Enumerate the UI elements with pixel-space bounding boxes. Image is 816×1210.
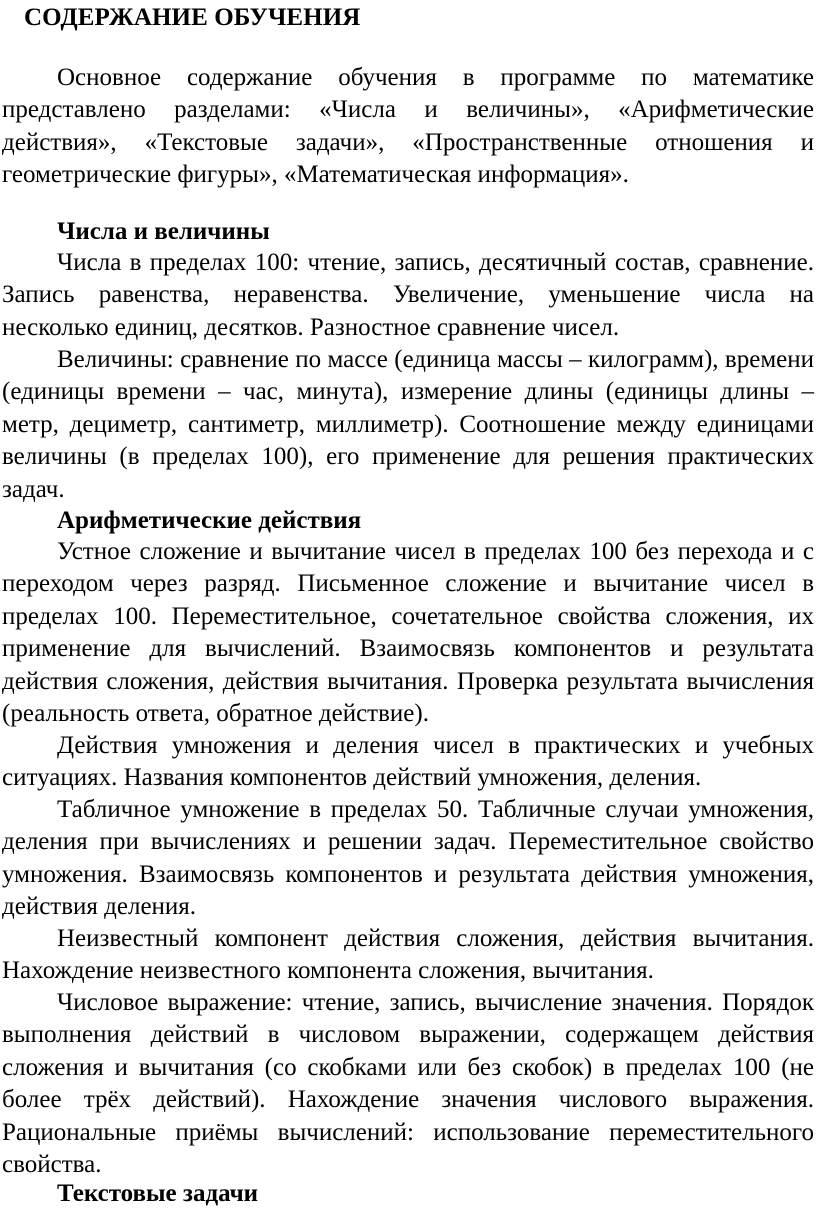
section-heading-word-problems: Текстовые задачи (57, 1180, 259, 1207)
section-heading-numbers: Числа и величины (57, 218, 270, 245)
paragraph-arithmetic-3: Табличное умножение в пределах 50. Табличные случаи умножения, деления при вычислениях и решении задач. Переместительное свойство умножения. Взаимосвязь компонентов и результата действия умножения, действия деления. (2, 796, 814, 921)
paragraph-arithmetic-1: Устное сложение и вычитание чисел в пределах 100 без перехода и с переходом через разряд. Письменное сложение и вычитание чисел в пределах 100. Переместительное, сочетательное свойства сложения, их применение для вычислений. Взаимосвязь компонентов и результата действия сложения, действия вычитания. Проверка результата вычисления (реальность ответа, обратное действие). (2, 538, 814, 728)
paragraph-numbers-1: Числа в пределах 100: чтение, запись, десятичный состав, сравнение. Запись равенства, неравенства. Увеличение, уменьшение числа на несколько единиц, десятков. Разностное сравнение чисел. (2, 249, 814, 341)
intro-paragraph: Основное содержание обучения в программе по математике представлено разделами: «Числа и величины», «Арифметические действия», «Текстовые задачи», «Пространственные отношения и геометрические фигуры», «Математическая информация». (2, 64, 814, 189)
paragraph-numbers-2: Величины: сравнение по массе (единица массы – килограмм), времени (единицы времени – час, минута), измерение длины (единицы длины – метр, дециметр, сантиметр, миллиметр). Соотношение между единицами величины (в пределах 100), его применение для решения практических задач. (2, 346, 814, 503)
section-heading-arithmetic: Арифметические действия (57, 507, 362, 534)
paragraph-arithmetic-2: Действия умножения и деления чисел в практических и учебных ситуациях. Названия компонентов действий умножения, деления. (2, 732, 814, 792)
document-title: СОДЕРЖАНИЕ ОБУЧЕНИЯ (24, 4, 361, 31)
paragraph-arithmetic-4: Неизвестный компонент действия сложения, действия вычитания. Нахождение неизвестного компонента сложения, вычитания. (2, 925, 814, 985)
paragraph-arithmetic-5: Числовое выражение: чтение, запись, вычисление значения. Порядок выполнения действий в числовом выражении, содержащем действия сложения и вычитания (со скобками или без скобок) в пределах 100 (не более трёх действий). Нахождение значения числового выражения. Рациональные приёмы вычислений: использование переместительного свойства. (2, 989, 814, 1179)
